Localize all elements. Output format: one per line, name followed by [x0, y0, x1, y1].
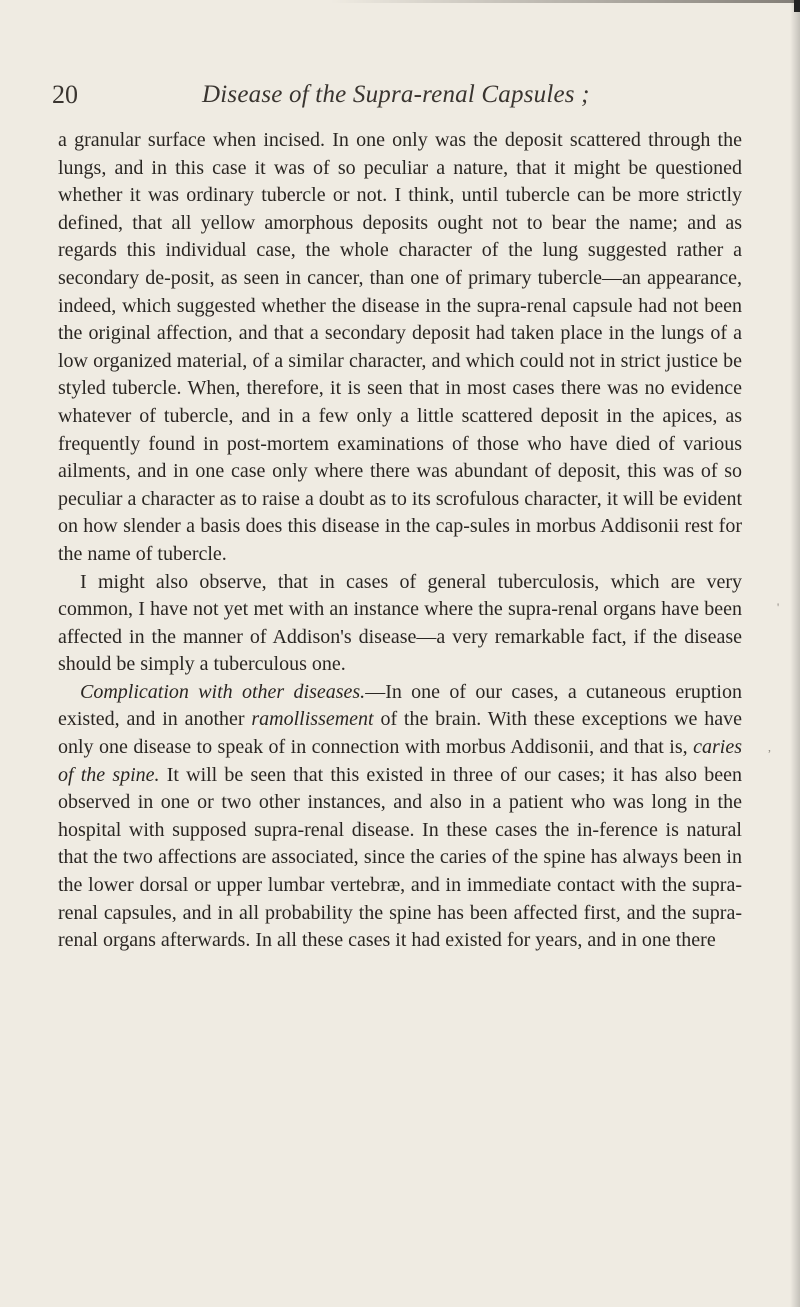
margin-tick-mark: , — [768, 740, 771, 754]
page-corner-mark — [794, 0, 800, 12]
section-heading-complication: Complication with other diseases. — [80, 680, 366, 703]
page-header — [52, 80, 752, 120]
running-head: Disease of the Supra-renal Capsules ; — [202, 81, 590, 108]
body-text — [58, 127, 742, 955]
paragraph-2 — [58, 569, 742, 679]
page-number: 20 — [52, 80, 78, 109]
paragraph-2-text: I might also observe, that in cases of general tuberculosis, which are very common, I have not yet met with an instance where the supra-renal organs have been affected in the manner of Addison's disease—a very remarkable fact, if the disease should be simply a tuberculous one. — [58, 570, 742, 676]
paragraph-3-text-a: —In one of our cases, a cutaneous eruption existed, and in another — [58, 680, 742, 731]
page-right-edge-shadow — [790, 0, 800, 1307]
top-edge-shadow — [330, 0, 800, 3]
paragraph-1 — [58, 127, 742, 569]
term-caries-of-the-spine: caries of the spine. — [58, 736, 742, 786]
paragraph-1-text: a granular surface when incised. In one only was the deposit scattered through the lungs, and in this case it was of so peculiar a nature, that it might be questioned whether it was ordinary tubercle or not. I think, until tubercle can be more strictly defined, that all yellow amorphous deposits ought not to bear the name; and as regards this individual case, the whole character of the lung suggested rather a secondary de-posit, as seen in cancer, than one of primary tubercle—an appearance, indeed, which suggested whether the disease in the supra-renal capsule had not been the original affection, and that a secondary deposit had taken place in the lungs of a low organized material, of a similar character, and which could not in strict justice be styled tubercle. When, therefore, it is seen that in most cases there was no evidence whatever of tubercle, and in a few only a little scattered deposit in the apices, as frequently found in post-mortem examinations of those who have died of various ailments, and in one case only where there was abundant of deposit, this was of so peculiar a character as to raise a doubt as to its scrofulous character, it will be evident on how slender a basis does this disease in the cap-sules in morbus Addisonii rest for the name of tubercle. — [58, 129, 742, 565]
paragraph-3-text-b: of the brain. With these exceptions we have only one disease to speak of in connection with morbus Addisonii, and that is, — [58, 708, 742, 759]
paragraph-3 — [58, 679, 742, 955]
paragraph-3-text-c: It will be seen that this existed in three of our cases; it has also been observed in one or two other instances, and also in a patient who was long in the hospital with supposed supra-renal disease. In these cases the in-ference is natural that the two affections are associated, since the caries of the spine has always been in the lower dorsal or upper lumbar vertebræ, and in immediate contact with the supra-renal capsules, and in all probability the spine has been affected first, and the supra-renal organs afterwards. In all these cases it had existed for years, and in one there — [58, 763, 742, 952]
margin-tick-mark: ' — [777, 600, 780, 614]
term-ramollissement: ramollissement — [251, 708, 374, 731]
